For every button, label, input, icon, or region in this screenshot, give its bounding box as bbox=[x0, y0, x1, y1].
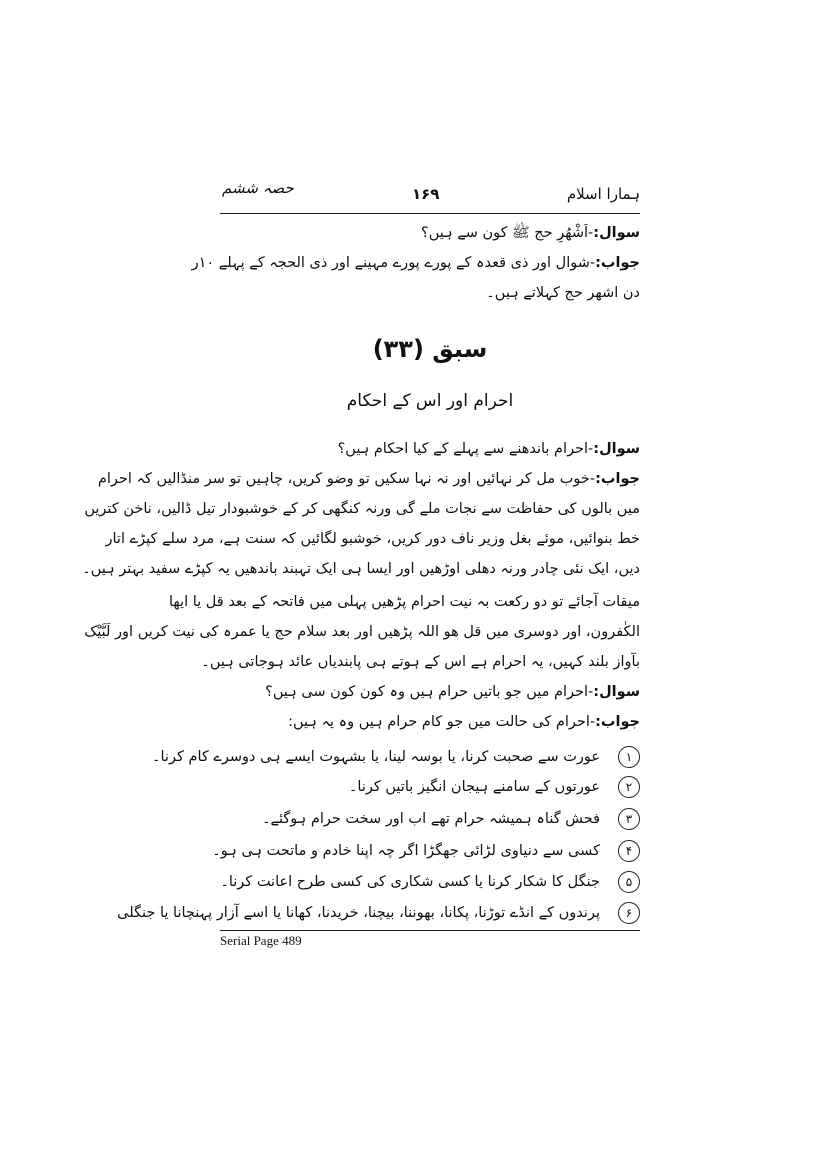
list-item bbox=[220, 870, 640, 896]
lesson-title: سبق (۳۳) bbox=[372, 335, 488, 363]
list-item-text: عورتوں کے سامنے ہیجان انگیز باتیں کرنا۔ bbox=[348, 779, 600, 795]
question-label: سوال: bbox=[593, 441, 640, 457]
header-rule bbox=[220, 213, 640, 214]
answer-2-line-1 bbox=[97, 465, 640, 493]
list-item-text: جنگل کا شکار کرنا یا کسی شکاری کی کسی طرح اعانت کرنا۔ bbox=[220, 874, 600, 890]
answer-text: -شوال اور ذی قعدہ کے پورے پورے مہینے اور ذی الحجہ کے پہلے ۱۰ر bbox=[191, 255, 596, 271]
question-text: -اَشْھُرِ حج ﷺ کون سے ہیں؟ bbox=[421, 225, 594, 241]
question-text: -احرام باندھنے سے پہلے کے کیا احکام ہیں؟ bbox=[337, 441, 594, 457]
list-item-text: عورت سے صحبت کرنا، یا بوسہ لینا، یا بشہوت ایسے ہی دوسرے کام کرنا۔ bbox=[152, 749, 600, 765]
answer-3 bbox=[220, 708, 640, 736]
answer-label: جواب: bbox=[595, 471, 640, 487]
serial-page: Serial Page 489 bbox=[220, 933, 302, 948]
list-item bbox=[220, 807, 640, 833]
answer-2-line-4: دیں، ایک نئی چادر ورنہ دھلی اوڑھیں اور ایسا ہی ایک تہبند باندھیں یہ کپڑے سفید بہتر ہیں۔ bbox=[82, 561, 640, 577]
running-header bbox=[220, 179, 640, 211]
question-2 bbox=[220, 435, 640, 463]
circled-number: ۳ bbox=[618, 808, 640, 830]
answer-2-line-5: میقات آجائے تو دو رکعت بہ نیت احرام پڑھیں پہلی میں فاتحہ کے بعد قل یا ایھا bbox=[168, 594, 640, 610]
question-text: -احرام میں جو باتیں حرام ہیں وہ کون کون سی ہیں؟ bbox=[265, 684, 594, 700]
question-label: سوال: bbox=[593, 684, 640, 700]
list-item-text: کسی سے دنیاوی لڑائی جھگڑا اگر چہ اپنا خادم و ماتحت ہی ہو۔ bbox=[212, 843, 600, 859]
answer-text: -خوب مل کر نہائیں اور نہ نہا سکیں تو وضو کریں، چاہیں تو سر منڈالیں کہ احرام bbox=[97, 471, 596, 487]
list-item-text: فحش گناہ ہمیشہ حرام تھے اب اور سخت حرام ہوگئے۔ bbox=[261, 811, 600, 827]
answer-2-line-3: خط بنوائیں، موئے بغل وزیر ناف دور کریں، خوشبو لگائیں کہ سنت ہے، مرد سلے کپڑے اتار bbox=[105, 531, 640, 547]
circled-number: ۱ bbox=[618, 746, 640, 768]
answer-label: جواب: bbox=[595, 714, 640, 730]
part-label: حصہ ششم bbox=[222, 179, 294, 197]
list-item bbox=[212, 839, 640, 865]
answer-2-line-2: میں بالوں کی حفاظت سے نجات ملے گی ورنہ کنگھی کر کے خوشبودار تیل ڈالیں، ناخن کتریں bbox=[84, 501, 640, 517]
circled-number: ۲ bbox=[618, 776, 640, 798]
list-item bbox=[220, 775, 640, 801]
circled-number: ۵ bbox=[618, 871, 640, 893]
question-1 bbox=[220, 219, 640, 247]
answer-2-line-7: بآواز بلند کہیں، یہ احرام ہے اس کے ہوتے ہی پابندیاں عائد ہوجاتی ہیں۔ bbox=[201, 654, 640, 670]
answer-1-line-2: دن اشھر حج کہلاتے ہیں۔ bbox=[486, 285, 640, 301]
book-title: ہمارا اسلام bbox=[566, 185, 640, 203]
answer-text: -احرام کی حالت میں جو کام حرام ہیں وہ یہ ہیں: bbox=[288, 714, 596, 730]
list-item-text: پرندوں کے انڈے توڑنا، پکانا، بھوننا، بیچنا، خریدنا، کھانا یا اسے آزار پہنچانا یا جنگلی bbox=[117, 905, 600, 921]
question-3 bbox=[220, 678, 640, 706]
circled-number: ۴ bbox=[618, 840, 640, 862]
answer-label: جواب: bbox=[595, 255, 640, 271]
list-item bbox=[117, 901, 640, 927]
question-label: سوال: bbox=[593, 225, 640, 241]
list-item bbox=[152, 745, 640, 771]
circled-number: ۶ bbox=[618, 902, 640, 924]
book-page bbox=[82, 179, 640, 955]
page-number: ۱۶۹ bbox=[412, 185, 440, 203]
footer-rule bbox=[220, 930, 640, 931]
answer-1-line-1 bbox=[191, 249, 640, 277]
lesson-subtitle: احرام اور اس کے احکام bbox=[346, 391, 514, 411]
answer-2-line-6: الکٰفرون، اور دوسری میں قل ھو اللہ پڑھیں اور بعد سلام حج یا عمرہ کی نیت کریں اور لَبَّیْک bbox=[84, 624, 640, 640]
